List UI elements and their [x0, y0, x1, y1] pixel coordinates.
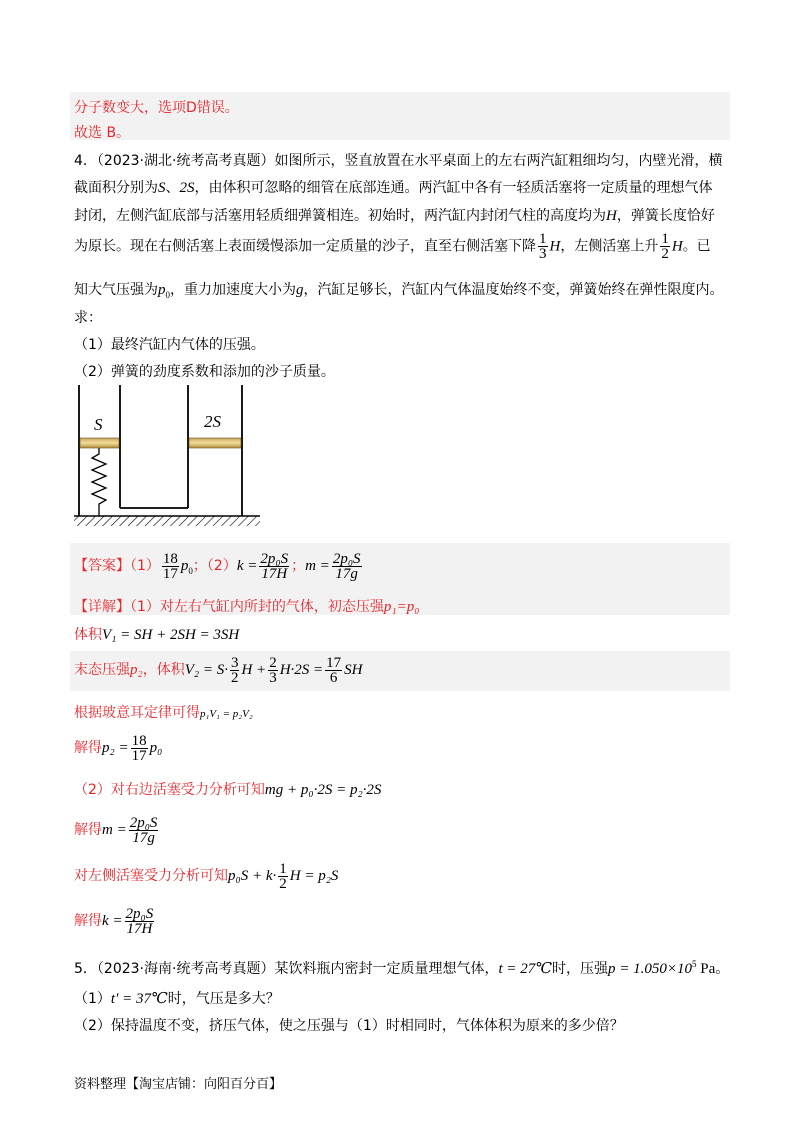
footer: 资料整理【淘宝店铺：向阳百分百】 [74, 1077, 283, 1092]
q4-line-3 [74, 205, 715, 225]
detail-frac-3-2 [230, 656, 240, 685]
detail-label-6: （2）对右边活塞受力分析可知 [74, 782, 265, 798]
frac-den: 3 [539, 246, 547, 262]
detail-eq-2: V₁ = SH + 2SH = 3SH [102, 627, 240, 643]
detail-eq-6: mg + p₀·2S = p₂·2S [264, 782, 382, 798]
detail-label-3: 末态压强 [74, 662, 130, 678]
q4-text-3b: ，弹簧长度恰好 [616, 208, 715, 224]
answer-part1: （1） [130, 558, 160, 574]
answer-sep2: ； [291, 558, 306, 574]
detail-eq-3c: H·2S = [279, 662, 324, 678]
detail-frac-1-2 [278, 862, 288, 891]
q4-var-H-3: H [671, 238, 683, 255]
detail-eq-7-lhs: m = [102, 822, 127, 838]
q4-var-S: S [158, 180, 166, 196]
p-eq-exp: 5 [692, 959, 697, 969]
frac-num: 17 [326, 654, 342, 671]
q5-text-b: 时，压强 [552, 961, 609, 977]
q4-text-5a: 知大气压强为 [74, 282, 158, 298]
answer-k-frac [259, 552, 289, 581]
q4-sub-2: （2）弹簧的劲度系数和添加的沙子质量。 [74, 364, 335, 380]
q4-text-3a: 封闭，左侧汽缸底部与活塞用轻质细弹簧相连。初始时，两汽缸内封闭气柱的高度均为 [74, 208, 606, 224]
detail-frac-m [129, 816, 159, 845]
detail-label-5: 解得 [74, 740, 102, 756]
frac-num: 1 [661, 231, 669, 247]
p-eq-base: p = 1.050×10 [608, 961, 693, 977]
detail-line-2 [74, 624, 239, 644]
q4-line-4 [74, 232, 711, 261]
q4-line-5 [74, 279, 724, 300]
detail-label-4: 根据玻意耳定律可得 [74, 705, 200, 721]
q4-text-5b: ，重力加速度大小为 [170, 282, 296, 298]
detail-line-6 [74, 779, 381, 799]
detail-frac-18-17 [131, 734, 148, 763]
detail-label-2: 体积 [74, 627, 102, 643]
answer-sep1: ； [192, 558, 207, 574]
frac-num: 2p₀S [332, 550, 361, 567]
detail-eq-5-lhs: p₂ = [102, 740, 129, 756]
detail-label-7: 解得 [74, 822, 102, 838]
detail-eq-8b: H = p₂S [289, 868, 339, 884]
detail-eq-1: p₁=p₀ [383, 599, 420, 615]
frac-num: 2p₀S [129, 814, 158, 831]
answer-tag: 【答案】 [74, 558, 130, 574]
detail-eq-8a: p₀S + k· [228, 868, 277, 884]
q5-text-a: 某饮料瓶内密封一定质量理想气体， [274, 961, 499, 977]
p-sub: 0 [188, 566, 193, 576]
frac-den: 3 [269, 669, 277, 686]
frac-num: 3 [230, 654, 239, 671]
detail-p2: p₂ [130, 662, 143, 678]
answer-p0 [181, 558, 193, 574]
right-piston [189, 438, 241, 448]
detail-line-9 [74, 905, 156, 937]
frac-den: 6 [329, 669, 338, 686]
detail-eq-3b: H + [241, 662, 267, 678]
frac-den: 17H [126, 920, 153, 937]
q4-frac-1-3 [538, 232, 548, 261]
frac-den: 2 [230, 669, 239, 686]
frac-num: 2p₀S [125, 905, 154, 922]
detail-label-3b: ，体积 [142, 662, 185, 678]
detail-frac-k [125, 907, 155, 936]
q5-sub1-a: （1） [74, 991, 111, 1007]
q4-sub-1: （1）最终汽缸内气体的压强。 [74, 337, 265, 353]
detail-eq-3a: V₂ = S· [184, 662, 228, 678]
q4-number: 4． [74, 153, 97, 169]
q4-source: （2023·湖北·统考高考真题） [96, 153, 275, 169]
detail-label-8: 对左侧活塞受力分析可知 [74, 868, 228, 884]
detail-line-8 [74, 860, 338, 892]
intro-line-2: 故选 B。 [74, 125, 131, 141]
frac-den: 17H [261, 565, 288, 582]
cylinders-figure [70, 380, 270, 540]
q4-line-6: 求： [74, 310, 102, 326]
q4-sep: 、 [165, 180, 180, 196]
answer-m-lhs: m = [305, 558, 330, 574]
frac-den: 2 [661, 246, 669, 262]
frac-den: 17g [335, 565, 358, 582]
frac-num: 1 [279, 860, 287, 877]
frac-num: 18 [131, 732, 147, 749]
frac-den: 17 [162, 565, 178, 582]
answer-part2: （2） [206, 558, 237, 574]
q4-text-5c: ，汽缸足够长，汽缸内气体温度始终不变，弹簧始终在弹性限度内。 [303, 282, 724, 298]
q5-sub1-eq: t′ = 37℃ [110, 991, 168, 1007]
answer-line [74, 551, 364, 586]
spring [92, 448, 106, 516]
frac-num: 2p₀S [260, 550, 289, 567]
q4-text-4b: ，左侧活塞上升 [560, 238, 659, 255]
detail-text-1: （1）对左右气缸内所封的气体，初态压强 [130, 599, 384, 615]
q4-text-2b: ，由体积可忽略的细管在底部连通。两汽缸中各有一轻质活塞将一定质量的理想气体 [194, 180, 713, 196]
q4-var-p0 [158, 282, 170, 298]
detail-eq-9-lhs: k = [102, 913, 123, 929]
q5-sub-1 [74, 988, 280, 1008]
detail-line-4 [74, 702, 253, 722]
detail-frac-17-6 [325, 656, 342, 685]
q5-sub-2: （2）保持温度不变，挤压气体，使之压强与（1）时相同时，气体体积为原来的多少倍？ [74, 1018, 624, 1034]
answer-m-frac [332, 552, 362, 581]
detail-eq-5-rhs: p₀ [149, 740, 163, 756]
q4-line-1 [74, 150, 722, 170]
answer-k-lhs: k = [236, 558, 258, 574]
detail-label-9: 解得 [74, 913, 102, 929]
q5-text-c: 。 [715, 961, 730, 977]
q4-text-1: 如图所示，竖直放置在水平桌面上的左右两汽缸粗细均匀，内壁光滑，横 [274, 153, 723, 169]
detail-frac-2-3 [268, 656, 278, 685]
left-piston [80, 438, 119, 448]
detail-eq-4: p₁V₁ = p₂V₂ [200, 708, 253, 720]
q5-sub1-b: 时，气压是多大？ [167, 991, 280, 1007]
p-sub: 0 [165, 290, 170, 300]
q5-number: 5． [74, 961, 97, 977]
q4-line-2 [74, 177, 713, 197]
p-symbol: p [180, 558, 189, 574]
q4-frac-1-2 [660, 232, 670, 261]
q5-t-eq: t = 27℃ [498, 961, 553, 977]
q4-text-4c: 。已 [682, 238, 711, 255]
q4-var-2S: 2S [179, 180, 195, 196]
intro-line-1: 分子数变大，选项D错误。 [74, 100, 239, 116]
q4-var-H-2: H [549, 238, 561, 255]
p-symbol: p [158, 282, 166, 298]
q5-p-eq [608, 961, 715, 977]
detail-tag: 【详解】 [74, 599, 130, 615]
answer-frac-18-17 [162, 552, 179, 581]
detail-line-1 [74, 596, 419, 616]
q4-var-g: g [296, 282, 304, 298]
p-eq-unit: Pa [696, 961, 716, 977]
q5-source: （2023·海南·统考高考真题） [96, 961, 275, 977]
detail-line-7 [74, 814, 160, 846]
frac-den: 17g [132, 829, 155, 846]
q4-text-4a: 为原长。现在右侧活塞上表面缓慢添加一定质量的沙子，直至右侧活塞下降 [74, 238, 536, 255]
left-area-label: S [94, 415, 103, 434]
detail-eq-3d: SH [344, 662, 363, 678]
frac-den: 17 [131, 747, 147, 764]
q5-line-1 [74, 958, 729, 978]
right-area-label: 2S [204, 412, 221, 431]
frac-num: 1 [539, 231, 547, 247]
frac-num: 18 [162, 550, 178, 567]
q4-text-2a: 截面积分别为 [74, 180, 158, 196]
detail-line-5 [74, 732, 162, 764]
frac-den: 2 [279, 875, 287, 892]
ground-hatch [74, 516, 260, 526]
q4-var-H: H [606, 208, 617, 224]
frac-num: 2 [269, 654, 277, 671]
detail-line-3 [74, 654, 363, 686]
